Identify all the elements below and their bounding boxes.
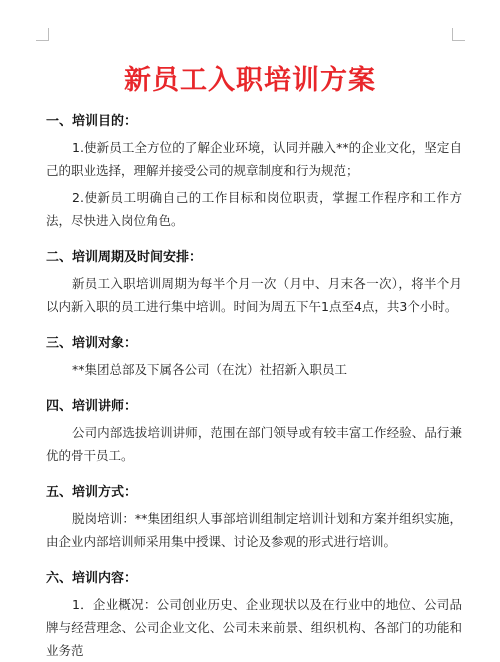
paragraph: 1.使新员工全方位的了解企业环境，认同并融入**的企业文化，坚定自己的职业选择，理解并接受公司的规章制度和行为规范；	[46, 140, 462, 178]
section-heading: 二、培训周期及时间安排：	[46, 250, 203, 265]
section-method	[46, 483, 462, 553]
paragraph: 2.使新员工明确自己的工作目标和岗位职责，掌握工作程序和工作方法，尽快进入岗位角色。	[46, 190, 462, 228]
paragraph: 1．企业概况：公司创业历史、企业现状以及在行业中的地位、公司品牌与经营理念、公司企业文化、公司未来前景、组织机构、各部门的功能和业务范	[46, 597, 462, 658]
section-schedule	[46, 248, 462, 318]
section-purpose	[46, 112, 462, 232]
paragraph: 公司内部选拔培训讲师，范围在部门领导或有较丰富工作经验、品行兼优的骨干员工。	[46, 425, 462, 463]
crop-mark-top-right	[452, 28, 465, 41]
section-heading: 四、培训讲师：	[46, 399, 138, 414]
section-audience	[46, 334, 462, 381]
section-trainer	[46, 397, 462, 467]
paragraph: 新员工入职培训周期为每半个月一次（月中、月末各一次），将半个月以内新入职的员工进行集中培训。时间为周五下午1点至4点，共3个小时。	[46, 276, 462, 314]
section-heading: 五、培训方式：	[46, 485, 138, 500]
crop-mark-top-left	[36, 28, 49, 41]
document-title: 新员工入职培训方案	[124, 65, 376, 96]
paragraph: **集团总部及下属各公司（在沈）社招新入职员工	[72, 362, 348, 377]
section-heading: 一、培训目的：	[46, 114, 138, 129]
paragraph: 脱岗培训：**集团组织人事部培训组制定培训计划和方案并组织实施，由企业内部培训师采用集中授课、讨论及参观的形式进行培训。	[46, 511, 462, 549]
section-heading: 六、培训内容：	[46, 571, 138, 586]
section-content	[46, 569, 462, 662]
document-body	[46, 112, 462, 662]
section-heading: 三、培训对象：	[46, 336, 138, 351]
